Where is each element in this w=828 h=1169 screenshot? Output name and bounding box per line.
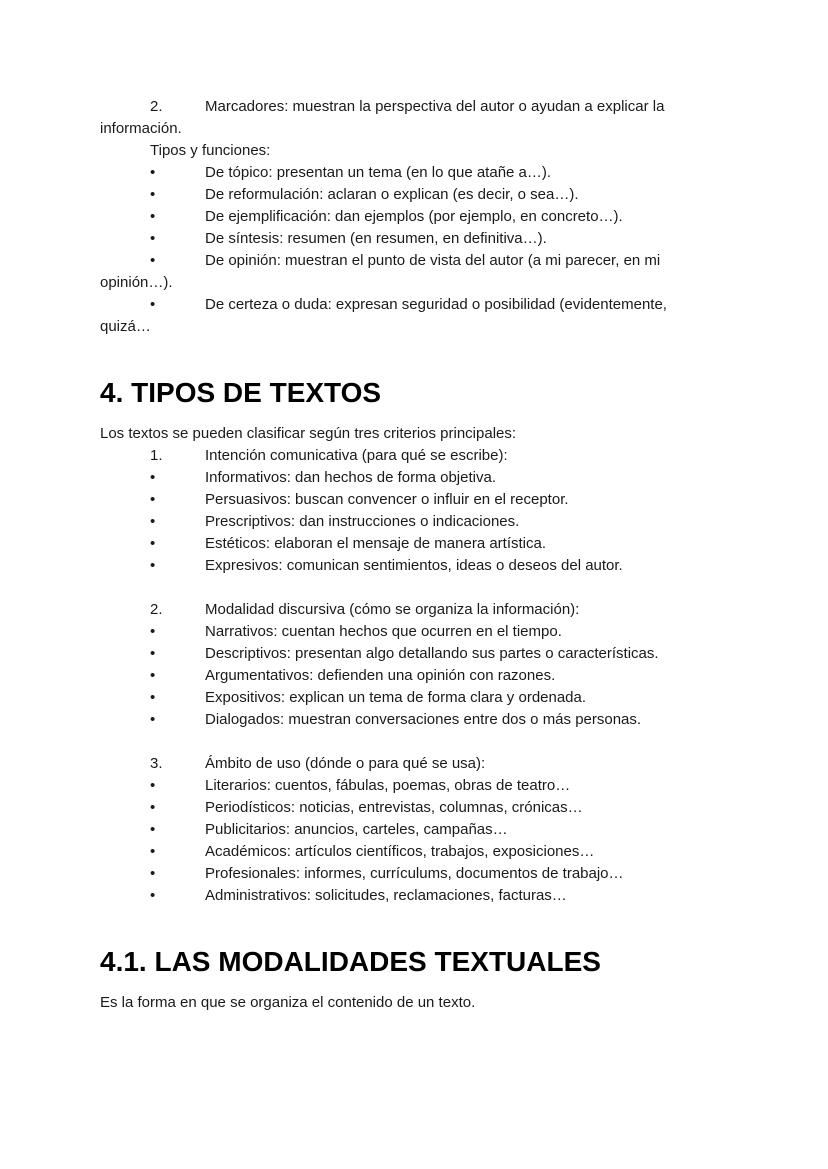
list-item-text: Argumentativos: defienden una opinión con razones. bbox=[205, 667, 556, 684]
list-item-text: Expositivos: explican un tema de forma clara y ordenada. bbox=[205, 689, 587, 706]
list-item bbox=[100, 533, 718, 555]
list-item bbox=[100, 863, 718, 885]
list-item bbox=[100, 511, 718, 533]
bullet-marker: • bbox=[150, 296, 156, 313]
section-heading-tipos-de-textos: 4. TIPOS DE TEXTOS bbox=[100, 377, 382, 408]
list-item bbox=[100, 294, 718, 338]
list-marker: 1. bbox=[150, 447, 163, 464]
bullet-marker: • bbox=[150, 208, 156, 225]
list-item bbox=[100, 206, 718, 228]
list-item bbox=[100, 709, 718, 731]
list-item-text: Académicos: artículos científicos, trabajos, exposiciones… bbox=[205, 843, 595, 860]
list-item-text: Literarios: cuentos, fábulas, poemas, obras de teatro… bbox=[205, 777, 571, 794]
list-item-text: Marcadores: muestran la perspectiva del autor o ayudan a explicar la información. bbox=[100, 98, 665, 137]
list-item-text: De síntesis: resumen (en resumen, en definitiva…). bbox=[205, 230, 547, 247]
list-item bbox=[100, 96, 718, 140]
list-item bbox=[100, 467, 718, 489]
list-marker: 3. bbox=[150, 755, 163, 772]
bullet-marker: • bbox=[150, 865, 156, 882]
list-item-text: Publicitarios: anuncios, carteles, campañas… bbox=[205, 821, 508, 838]
list-item-text: Modalidad discursiva (cómo se organiza la información): bbox=[205, 601, 580, 618]
bullet-marker: • bbox=[150, 623, 156, 640]
list-item bbox=[100, 665, 718, 687]
list-item bbox=[100, 885, 718, 907]
list-item-text: Profesionales: informes, currículums, documentos de trabajo… bbox=[205, 865, 624, 882]
bullet-marker: • bbox=[150, 711, 156, 728]
list-item bbox=[100, 228, 718, 250]
list-item-text: Descriptivos: presentan algo detallando sus partes o características. bbox=[205, 645, 659, 662]
list-item bbox=[100, 753, 718, 775]
bullet-marker: • bbox=[150, 887, 156, 904]
list-marker: 2. bbox=[150, 601, 163, 618]
list-item bbox=[100, 687, 718, 709]
list-item bbox=[100, 797, 718, 819]
bullet-marker: • bbox=[150, 799, 156, 816]
list-item-text: Narrativos: cuentan hechos que ocurren en el tiempo. bbox=[205, 623, 562, 640]
bullet-marker: • bbox=[150, 535, 156, 552]
list-item bbox=[100, 775, 718, 797]
list-item-text: Ámbito de uso (dónde o para qué se usa): bbox=[205, 755, 486, 772]
list-item bbox=[100, 184, 718, 206]
list-item bbox=[100, 555, 718, 577]
bullet-marker: • bbox=[150, 821, 156, 838]
list-item bbox=[100, 643, 718, 665]
list-item-text: Expresivos: comunican sentimientos, ideas o deseos del autor. bbox=[205, 557, 623, 574]
list-item bbox=[100, 599, 718, 621]
list-item-text: Prescriptivos: dan instrucciones o indicaciones. bbox=[205, 513, 520, 530]
list-item-text: Dialogados: muestran conversaciones entre dos o más personas. bbox=[205, 711, 642, 728]
list-item bbox=[100, 162, 718, 184]
list-marker: 2. bbox=[150, 98, 163, 115]
paragraph: Los textos se pueden clasificar según tres criterios principales: bbox=[100, 425, 517, 442]
list-item-text: Persuasivos: buscan convencer o influir en el receptor. bbox=[205, 491, 569, 508]
list-item-text: De opinión: muestran el punto de vista del autor (a mi parecer, en mi opinión…). bbox=[100, 252, 661, 291]
list-item bbox=[100, 445, 718, 467]
bullet-marker: • bbox=[150, 491, 156, 508]
bullet-marker: • bbox=[150, 252, 156, 269]
list-item-text: De tópico: presentan un tema (en lo que atañe a…). bbox=[205, 164, 552, 181]
bullet-marker: • bbox=[150, 164, 156, 181]
paragraph: Es la forma en que se organiza el contenido de un texto. bbox=[100, 994, 476, 1011]
list-item bbox=[100, 489, 718, 511]
list-item-text: Intención comunicativa (para qué se escribe): bbox=[205, 447, 508, 464]
bullet-marker: • bbox=[150, 843, 156, 860]
list-item bbox=[100, 841, 718, 863]
list-item-text: Estéticos: elaboran el mensaje de manera artística. bbox=[205, 535, 547, 552]
bullet-marker: • bbox=[150, 645, 156, 662]
bullet-marker: • bbox=[150, 469, 156, 486]
bullet-marker: • bbox=[150, 557, 156, 574]
list-item-text: De ejemplificación: dan ejemplos (por ejemplo, en concreto…). bbox=[205, 208, 623, 225]
list-item-text: De reformulación: aclaran o explican (es decir, o sea…). bbox=[205, 186, 579, 203]
list-item-text: Administrativos: solicitudes, reclamaciones, facturas… bbox=[205, 887, 567, 904]
bullet-marker: • bbox=[150, 186, 156, 203]
section-heading-modalidades-textuales: 4.1. LAS MODALIDADES TEXTUALES bbox=[100, 946, 601, 977]
bullet-marker: • bbox=[150, 513, 156, 530]
list-item-text: Informativos: dan hechos de forma objetiva. bbox=[205, 469, 496, 486]
bullet-marker: • bbox=[150, 230, 156, 247]
paragraph-indented: Tipos y funciones: bbox=[150, 142, 271, 159]
bullet-marker: • bbox=[150, 667, 156, 684]
bullet-marker: • bbox=[150, 689, 156, 706]
bullet-marker: • bbox=[150, 777, 156, 794]
list-item bbox=[100, 621, 718, 643]
list-item bbox=[100, 250, 718, 294]
list-item-text: De certeza o duda: expresan seguridad o posibilidad (evidentemente, quizá… bbox=[100, 296, 667, 335]
list-item bbox=[100, 819, 718, 841]
list-item-text: Periodísticos: noticias, entrevistas, columnas, crónicas… bbox=[205, 799, 583, 816]
